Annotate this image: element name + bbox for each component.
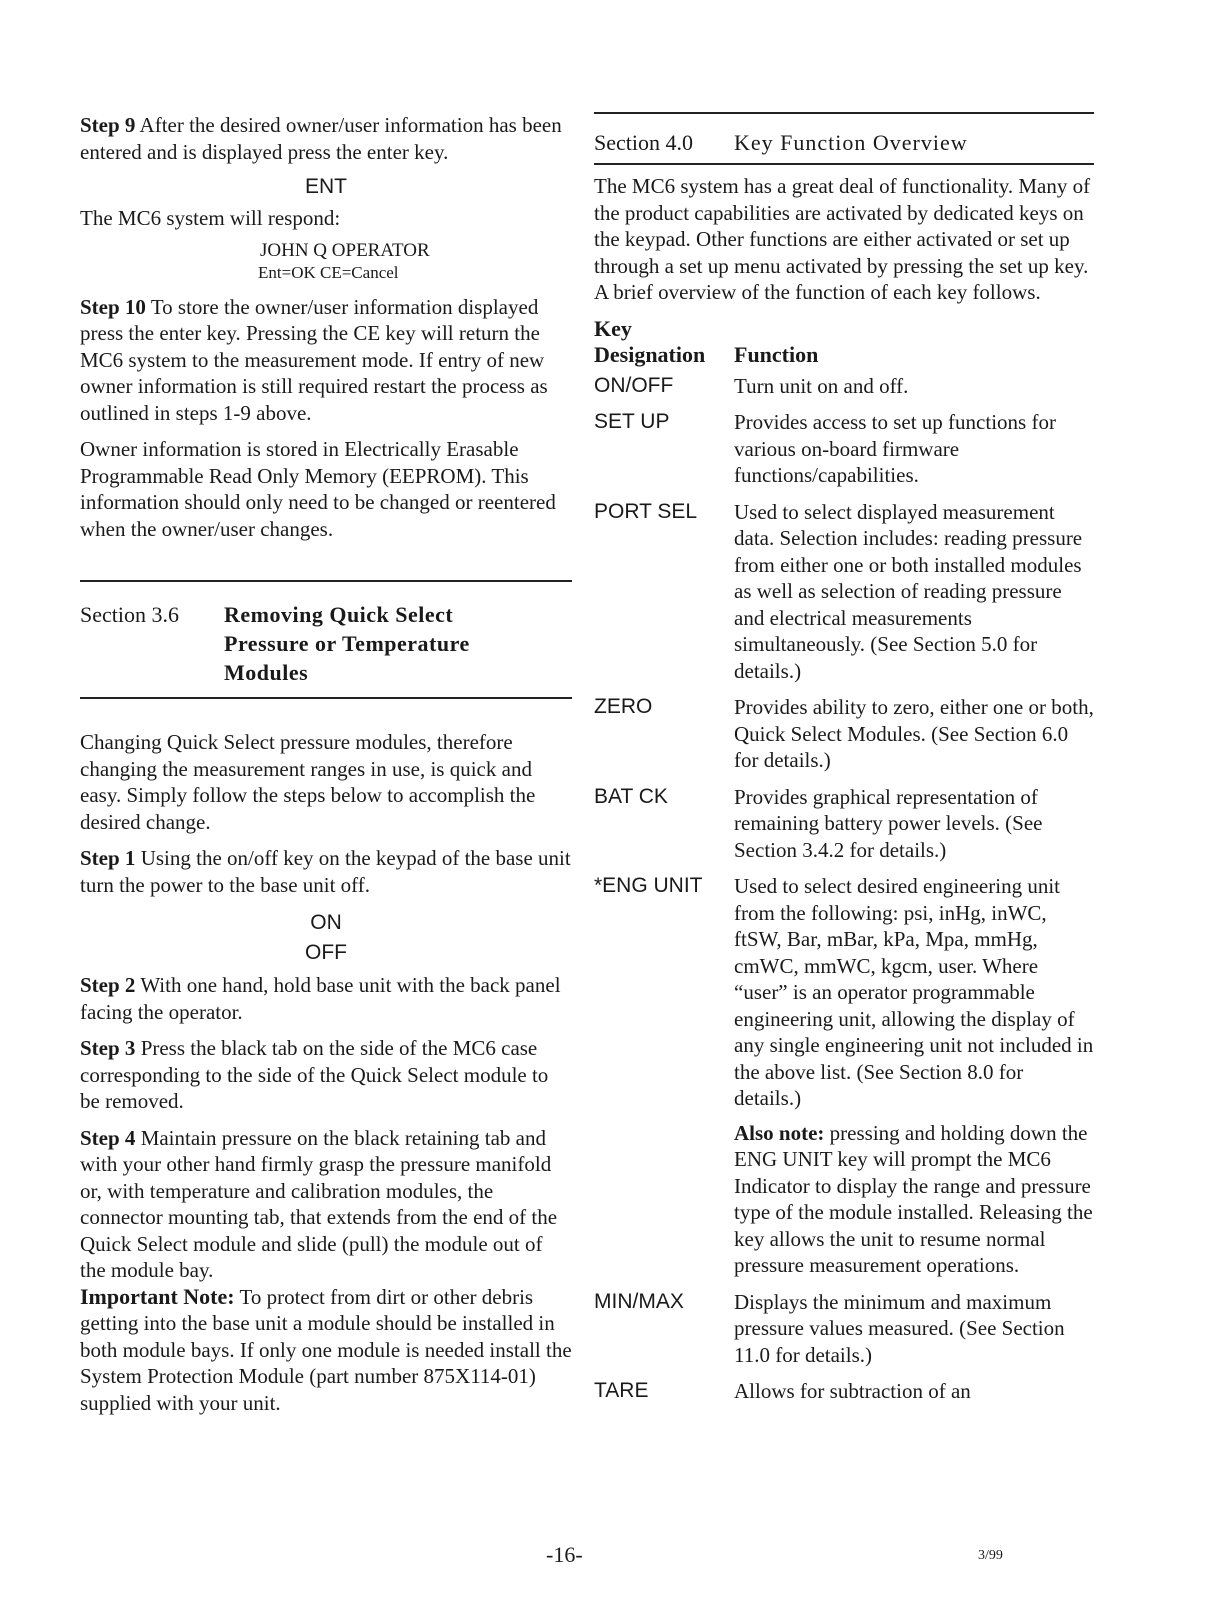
section-4-0-top-rule <box>594 112 1094 114</box>
step-4-text: Maintain pressure on the black retaining tab and with your other hand firmly grasp the pressure manifold or, with temperature and calibration modules, the connector mounting tab, that extends from the end of the Quick Select module and slide (pull) the module out of the module bay. <box>80 1125 558 1282</box>
key-function-table <box>594 316 1094 1405</box>
step-1-paragraph <box>80 845 572 898</box>
important-note-label: Important Note: <box>80 1283 235 1309</box>
right-column <box>594 112 1094 1405</box>
key-column-header <box>594 316 734 369</box>
step-4-label: Step 4 <box>80 1125 136 1150</box>
on-key-label: ON <box>310 911 342 934</box>
step-3-paragraph <box>80 1035 572 1115</box>
step-4-paragraph <box>80 1125 572 1284</box>
key-table-row <box>594 499 1094 685</box>
key-table-body <box>594 373 1094 1405</box>
important-note-text: To protect from dirt or other debris getting into the base unit a module should be installed in both module bays. If only one module is needed install the System Protection Module (part number 875X114-01) supplied with your unit. <box>80 1284 572 1415</box>
step-10-paragraph <box>80 294 572 427</box>
key-column-header-line-1: Key <box>594 315 632 341</box>
key-designation: ON/OFF <box>594 373 674 397</box>
key-table-row <box>594 1378 1094 1405</box>
key-designation: SET UP <box>594 410 670 433</box>
key-designation: BAT CK <box>594 784 668 808</box>
key-designation: *ENG UNIT <box>594 874 703 897</box>
section-3-6-heading <box>80 600 572 687</box>
key-designation: PORT SEL <box>594 499 698 523</box>
key-table-row <box>594 784 1094 864</box>
respond-line: The MC6 system will respond: <box>80 206 341 230</box>
ent-key-label: ENT <box>305 175 347 198</box>
step-9-paragraph <box>80 112 572 165</box>
key-overview-intro: The MC6 system has a great deal of functionality. Many of the product capabilities are activated by dedicated keys on the keypad. Other functions are either activated or set up through a set up menu activated by pressing the set up key. A brief overview of the function of each key follows. <box>594 174 1091 304</box>
section-3-6-title-line-1: Removing Quick Select <box>224 602 454 627</box>
step-10-text: To store the owner/user information displayed press the enter key. Pressing the CE key will return the MC6 system to the measurement mode. If entry of new owner information is still required restart the process as outlined in steps 1-9 above. <box>80 294 548 425</box>
key-function-description: Used to select displayed measurement data. Selection includes: reading pressure from either one or both installed modules as well as selection of reading pressure and electrical measurements simultaneously. (See Section 5.0 for details.) <box>734 499 1083 683</box>
section-3-6-top-rule <box>80 580 572 582</box>
off-key-label: OFF <box>305 941 347 964</box>
also-note-label: Also note: <box>734 1120 825 1145</box>
key-function-description: Provides access to set up functions for various on-board firmware functions/capabilities. <box>734 410 1056 487</box>
function-column-header: Function <box>734 342 819 367</box>
important-note-paragraph <box>80 1284 572 1417</box>
key-function-description: Provides ability to zero, either one or both, Quick Select Modules. (See Section 6.0 for details.) <box>734 695 1094 772</box>
key-table-header <box>594 316 1094 369</box>
step-3-label: Step 3 <box>80 1036 136 1060</box>
step-9-label: Step 9 <box>80 113 136 137</box>
left-column <box>80 112 572 1426</box>
step-2-label: Step 2 <box>80 973 136 997</box>
revision-date: 3/99 <box>978 1548 1003 1563</box>
section-4-0-number: Section 4.0 <box>594 130 693 155</box>
key-function-description: Used to select desired engineering unit from the following: psi, inHg, inWC, ftSW, Bar, mBar, kPa, Mpa, mmHg, cmWC, mmWC, kgcm, user. Where “user” is an operator programmable engineering unit, allowing the display of any single engineering unit not included in the above list. (See Section 8.0 for details.) <box>734 874 1094 1110</box>
section-3-6-title <box>224 600 470 687</box>
section-3-6-bottom-rule <box>80 697 572 699</box>
key-table-row <box>594 373 1094 400</box>
also-note-text: pressing and holding down the ENG UNIT key will prompt the MC6 Indicator to display the range and pressure type of the module installed. Releasing the key allows the unit to resume normal pressure measurement operations. <box>734 1120 1093 1277</box>
key-table-row <box>594 1120 1094 1279</box>
key-function-description: Provides graphical representation of remaining battery power levels. (See Section 3.4.2 for details.) <box>734 784 1043 862</box>
step-3-text: Press the black tab on the side of the MC6 case corresponding to the side of the Quick Select module to be removed. <box>80 1036 549 1113</box>
display-owner-name: JOHN Q OPERATOR <box>260 239 430 261</box>
key-table-row <box>594 1289 1094 1369</box>
key-table-row <box>594 409 1094 489</box>
key-function-description <box>734 1120 1094 1279</box>
key-function-description: Displays the minimum and maximum pressure values measured. (See Section 11.0 for details.) <box>734 1289 1065 1367</box>
section-4-0-bottom-rule <box>594 163 1094 165</box>
key-table-row <box>594 694 1094 774</box>
key-designation <box>594 1120 734 1279</box>
step-2-paragraph <box>80 972 572 1025</box>
key-designation: TARE <box>594 1379 649 1402</box>
key-column-header-line-2: Designation <box>594 342 706 367</box>
step-2-text: With one hand, hold base unit with the back panel facing the operator. <box>80 973 561 1024</box>
eeprom-paragraph: Owner information is stored in Electrically Erasable Programmable Read Only Memory (EEPROM). This information should only need to be changed or reentered when the owner/user changes. <box>80 437 556 541</box>
section-3-6-number: Section 3.6 <box>80 602 179 627</box>
key-designation: MIN/MAX <box>594 1289 684 1313</box>
step-1-label: Step 1 <box>80 846 136 870</box>
removal-intro-paragraph: Changing Quick Select pressure modules, therefore changing the measurement ranges in use, is quick and easy. Simply follow the steps below to accomplish the desired change. <box>80 730 536 834</box>
section-4-0-title: Key Function Overview <box>734 130 968 155</box>
step-10-label: Step 10 <box>80 294 146 319</box>
step-9-text: After the desired owner/user information has been entered and is displayed press the enter key. <box>80 113 562 164</box>
section-3-6-title-line-2: Pressure or Temperature <box>224 631 470 656</box>
key-designation: ZERO <box>594 695 653 718</box>
key-function-description: Allows for subtraction of an <box>734 1379 971 1403</box>
section-4-0-heading <box>594 128 1094 157</box>
step-1-text: Using the on/off key on the keypad of the base unit turn the power to the base unit off. <box>80 846 571 897</box>
section-3-6-title-line-3: Modules <box>224 660 309 685</box>
page-number: -16- <box>546 1542 583 1567</box>
key-table-row <box>594 873 1094 1112</box>
key-function-description: Turn unit on and off. <box>734 373 909 398</box>
display-prompt: Ent=OK CE=Cancel <box>258 262 399 282</box>
